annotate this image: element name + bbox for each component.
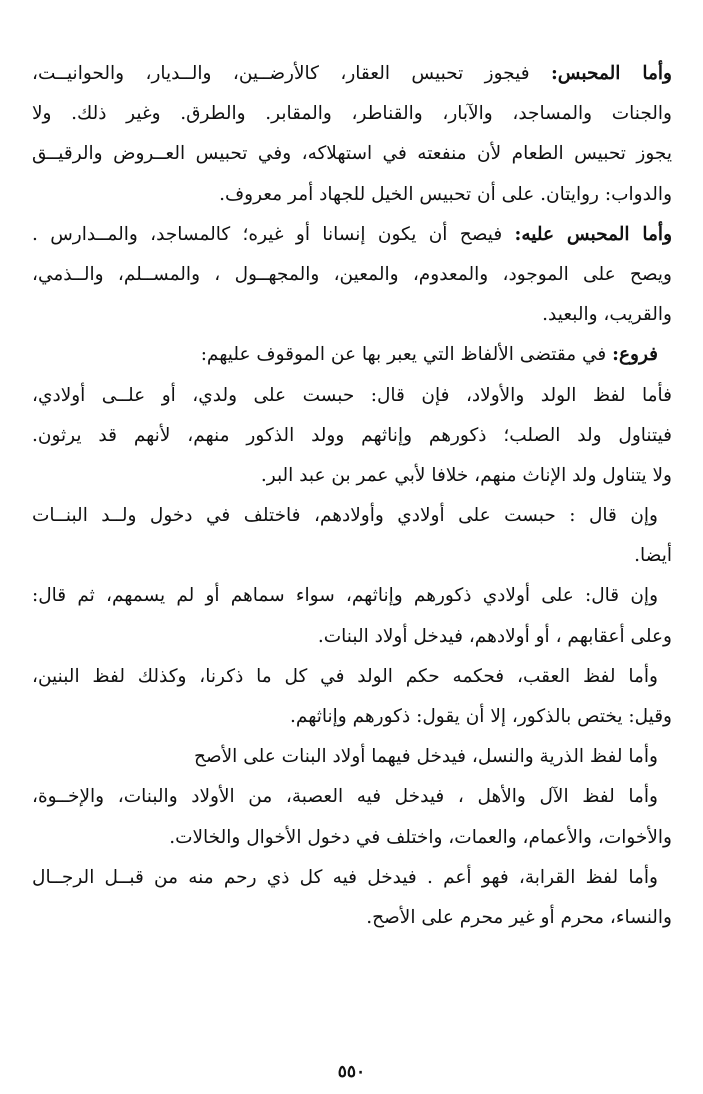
line-text: وأما لفظ الذرية والنسل، فيدخل فيهما أولاد البنات على الأصح [193, 746, 658, 768]
line-text: فيصح أن يكون إنسانا أو غيره؛ كالمساجد، والمــدارس . [32, 223, 515, 245]
line-text: فيجوز تحبيس العقار، كالأرضــين، والــديار، والحوانيــت، [32, 63, 551, 84]
text-line [32, 898, 672, 938]
line-text: فيتناول ولد الصلب؛ ذكورهم وإناثهم وولد الذكور منهم، لأنهم قد يرثون. [32, 424, 672, 446]
text-line [32, 376, 672, 416]
line-text: والقريب، والبعيد. [542, 304, 672, 326]
text-line [32, 416, 672, 456]
text-line [32, 818, 672, 858]
text-line [32, 335, 672, 375]
text-line [32, 175, 672, 215]
line-text: وعلى أعقابهم ، أو أولادهم، فيدخل أولاد البنات. [317, 625, 672, 647]
text-line [32, 697, 672, 737]
line-text: وأما لفظ الآل والأهل ، فيدخل فيه العصبة، من الأولاد والبنات، والإخــوة، [32, 786, 658, 808]
line-text: والدواب: روايتان. على أن تحبيس الخيل للجهاد أمر معروف. [219, 183, 672, 205]
text-line [32, 617, 672, 657]
line-text: وإن قال: على أولادي ذكورهم وإناثهم، سواء سماهم أو لم يسمهم، ثم قال: [32, 585, 658, 607]
section-heading: فروع: [612, 344, 658, 366]
text-line [32, 777, 672, 817]
line-text: أيضا. [634, 545, 672, 567]
line-text: وأما لفظ العقب، فحكمه حكم الولد في كل ما ذكرنا، وكذلك لفظ البنين، [32, 665, 658, 687]
text-line [32, 255, 672, 295]
text-line [32, 657, 672, 697]
text-line [32, 295, 672, 335]
line-text: ويصح على الموجود، والمعدوم، والمعين، والمجهــول ، والمســلم، والــذمي، [32, 263, 672, 285]
body-text [32, 54, 672, 938]
page-number: ٥٥٠ [337, 1062, 366, 1082]
text-line [32, 737, 672, 777]
text-line [32, 536, 672, 576]
line-text: فأما لفظ الولد والأولاد، فإن قال: حبست على ولدي، أو علــى أولادي، [32, 384, 672, 406]
line-text: والجنات والمساجد، والآبار، والقناطر، والمقابر. والطرق. وغير ذلك. ولا [32, 103, 672, 125]
line-text: يجوز تحبيس الطعام لأن منفعته في استهلاكه، وفي تحبيس العــروض والرقيــق [32, 143, 672, 165]
text-line [32, 858, 672, 898]
text-line [32, 54, 672, 94]
line-text: والأخوات، والأعمام، والعمات، واختلف في دخول الأخوال والخالات. [169, 826, 672, 848]
section-heading: وأما المحبس: [550, 63, 672, 84]
text-line [32, 456, 672, 496]
line-text: في مقتضى الألفاظ التي يعبر بها عن الموقوف عليهم: [200, 344, 613, 366]
line-text: وإن قال : حبست على أولادي وأولادهم، فاختلف في دخول ولــد البنــات [32, 505, 658, 527]
text-line [32, 215, 672, 255]
line-text: وقيل: يختص بالذكور، إلا أن يقول: ذكورهم وإناثهم. [290, 706, 672, 727]
line-text: والنساء، محرم أو غير محرم على الأصح. [366, 906, 672, 928]
text-line [32, 576, 672, 616]
line-text: وأما لفظ القرابة، فهو أعم . فيدخل فيه كل ذي رحم منه من قبــل الرجــال [32, 866, 658, 888]
line-text: ولا يتناول ولد الإناث منهم، خلافا لأبي عمر بن عبد البر. [260, 464, 672, 486]
section-heading: وأما المحبس عليه: [514, 223, 672, 245]
text-line [32, 94, 672, 134]
text-line [32, 134, 672, 174]
text-line [32, 496, 672, 536]
